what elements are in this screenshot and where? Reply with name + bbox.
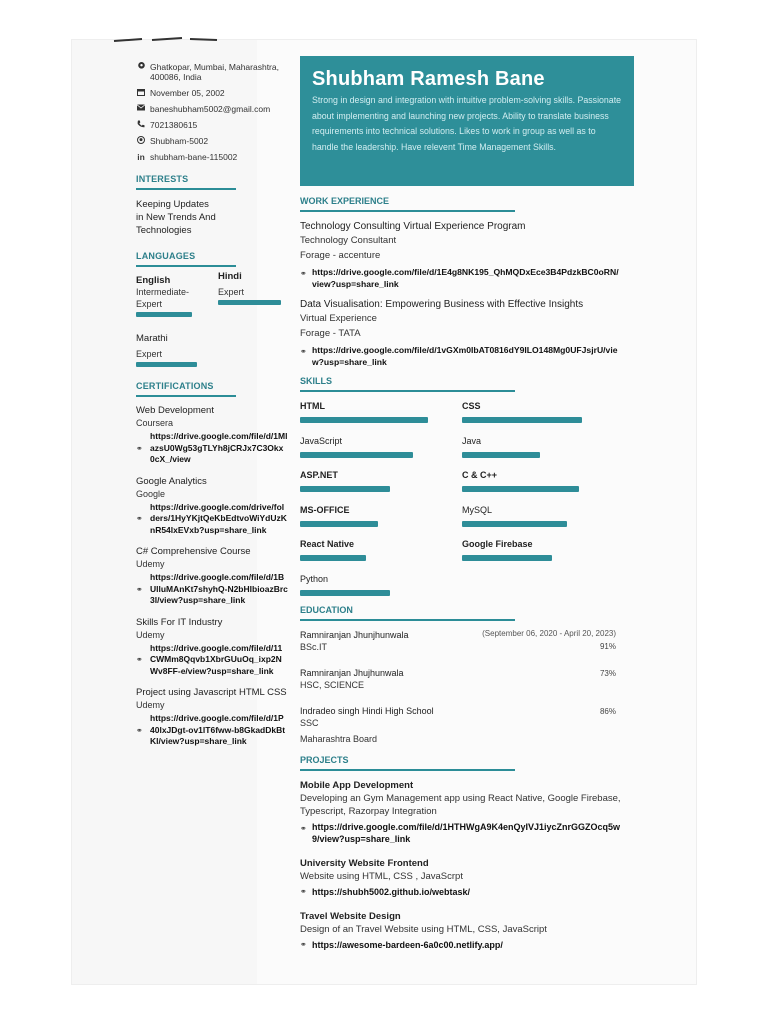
skill-item: [462, 435, 622, 470]
education-school: Indradeo singh Hindi High School: [300, 706, 434, 716]
link-icon: ⚭: [136, 725, 143, 735]
skills-grid: [300, 400, 630, 607]
contact-email[interactable]: [136, 104, 296, 114]
project-item: [300, 857, 630, 898]
education-item: [300, 705, 630, 745]
linkedin-text[interactable]: shubham-bane-115002: [150, 152, 238, 162]
project-desc: Design of an Travel Website using HTML, CSS, JavaScript: [300, 924, 547, 935]
interests-section: [136, 174, 296, 237]
link-icon: ⚭: [136, 655, 143, 665]
education-rule: [300, 619, 515, 621]
project-item: [300, 779, 630, 845]
education-score: 91%: [599, 642, 616, 651]
skill-item: [462, 469, 622, 504]
certification-item: [136, 546, 296, 607]
certification-item: [136, 617, 296, 678]
education-degree: SSC: [300, 718, 319, 728]
calendar-icon: [136, 88, 146, 96]
skills-section: [300, 376, 630, 607]
project-link-row: [300, 939, 630, 951]
contact-phone[interactable]: [136, 120, 296, 130]
skill-name: C & C++: [462, 470, 498, 480]
work-item: [300, 220, 630, 290]
certification-title: Skills For IT Industry: [136, 616, 223, 628]
link-icon: ⚭: [300, 269, 307, 278]
skill-name: Java: [462, 435, 482, 446]
contact-address: [136, 62, 296, 82]
github-text[interactable]: Shubham-5002: [150, 136, 209, 146]
project-title: Travel Website Design: [300, 911, 401, 922]
language-bar-track: [136, 362, 208, 367]
skill-item: [300, 435, 462, 470]
candidate-name: Shubham Ramesh Bane: [312, 68, 545, 90]
interests-rule: [136, 188, 236, 190]
certification-org: Udemy: [136, 629, 165, 640]
left-column: [136, 62, 296, 758]
job-link[interactable]: https://drive.google.com/file/d/1E4g8NK195_QhMQDxEce3B4PdzkBC0oRN/view?usp=share_link: [312, 267, 619, 289]
project-desc: Developing an Gym Management app using React Native, Google Firebase, Typescript, Razorpay Integration: [300, 793, 621, 817]
link-icon: ⚭: [136, 514, 143, 524]
education-date: (September 06, 2020 - April 20, 2023): [482, 629, 616, 638]
certification-title: C# Comprehensive Course: [136, 546, 251, 557]
certification-item: [136, 405, 296, 466]
link-icon: ⚭: [300, 887, 307, 896]
certification-title: Google Analytics: [136, 475, 207, 487]
project-title: Mobile App Development: [300, 780, 414, 791]
phone-icon: [136, 120, 146, 128]
job-link-row: [300, 344, 630, 368]
project-link[interactable]: https://shubh5002.github.io/webtask/: [312, 887, 471, 897]
certification-org: Udemy: [136, 700, 165, 710]
language-level: Expert: [218, 287, 245, 297]
skill-bar: [462, 486, 579, 492]
linkedin-icon: in: [137, 152, 145, 162]
skill-bar: [300, 417, 428, 423]
skill-bar: [462, 417, 582, 423]
paper-edge-mark: [112, 36, 222, 44]
skill-name: MySQL: [462, 504, 493, 515]
link-icon: ⚭: [136, 443, 143, 453]
education-school: Ramniranjan Jhunjhunwala: [300, 630, 409, 640]
certification-item: [136, 476, 296, 537]
languages-rule: [136, 265, 236, 267]
link-icon: ⚭: [300, 347, 307, 356]
language-item: [218, 271, 298, 317]
certification-link-row: [136, 643, 296, 678]
interests-text: Keeping Updates in New Trends And Technologies: [136, 199, 216, 236]
education-score: 86%: [599, 707, 616, 716]
language-item: [136, 275, 218, 317]
email-text[interactable]: baneshubham5002@gmail.com: [150, 104, 271, 114]
certification-link-row: [136, 713, 296, 748]
job-role: Virtual Experience: [300, 313, 377, 324]
certification-title: Web Development: [136, 405, 214, 416]
skills-rule: [300, 390, 515, 392]
languages-heading: LANGUAGES: [136, 251, 196, 261]
language-level: Expert: [136, 349, 163, 359]
language-bar: [218, 300, 281, 305]
languages-section: [136, 251, 296, 367]
skills-heading: SKILLS: [300, 376, 333, 386]
job-title: Technology Consulting Virtual Experience Program: [300, 221, 526, 232]
certification-link[interactable]: https://drive.google.com/file/d/1BUlluMAnKt7shyhQ-N2bHIbioazBrc3l/view?usp=share_link: [150, 572, 288, 605]
address-text: Ghatkopar, Mumbai, Maharashtra, 400086, India: [150, 62, 279, 82]
skill-item: [300, 504, 462, 539]
skill-item: [300, 469, 462, 504]
project-item: [300, 910, 630, 951]
work-item: [300, 298, 630, 368]
skill-bar: [462, 521, 567, 527]
skill-bar: [300, 521, 378, 527]
education-item: [300, 667, 630, 691]
certification-item: [136, 687, 296, 748]
projects-rule: [300, 769, 515, 771]
skill-name: ASP.NET: [300, 470, 338, 480]
link-icon: ⚭: [136, 584, 143, 594]
projects-heading: PROJECTS: [300, 755, 349, 765]
skill-name: Google Firebase: [462, 539, 533, 549]
skill-name: HTML: [300, 401, 325, 411]
contact-linkedin[interactable]: [136, 152, 296, 162]
skill-name: MS-OFFICE: [300, 504, 350, 515]
language-bar-track: [218, 300, 288, 305]
skill-item: [300, 538, 462, 573]
language-name: Marathi: [136, 333, 168, 344]
work-heading: WORK EXPERIENCE: [300, 196, 390, 206]
skill-bar: [462, 555, 552, 561]
header-banner: [300, 56, 634, 186]
certification-link[interactable]: https://drive.google.com/file/d/11CWMm8Qqvb1XbrGUuOq_ixp2NWv8FF-e/view?usp=share_link: [150, 642, 283, 676]
certification-org: Udemy: [136, 559, 165, 569]
contact-list: [136, 62, 296, 162]
language-item: [136, 333, 218, 367]
link-icon: ⚭: [300, 824, 307, 833]
certification-link[interactable]: https://drive.google.com/file/d/1P40lxJDgt-ov1lT6fww-b8GkadDkBtKl/view?usp=share_link: [150, 713, 286, 746]
skill-bar: [300, 555, 366, 561]
dob-text: November 05, 2002: [150, 88, 225, 98]
education-degree: BSc.IT: [300, 642, 328, 652]
education-school: Ramniranjan Jhujhunwala: [300, 668, 404, 678]
skill-name: JavaScript: [300, 435, 343, 446]
skill-bar: [300, 590, 390, 596]
project-link-row: [300, 821, 630, 845]
job-org: Forage - TATA: [300, 328, 361, 339]
work-rule: [300, 210, 515, 212]
job-link-row: [300, 266, 630, 290]
skill-item: [300, 573, 462, 608]
language-bar: [136, 312, 192, 317]
languages-grid: [136, 271, 296, 367]
skill-item: [462, 400, 622, 435]
project-link[interactable]: https://awesome-bardeen-6a0c00.netlify.app/: [312, 940, 503, 950]
certification-link-row: [136, 572, 296, 607]
skill-bar: [300, 486, 390, 492]
location-pin-icon: [136, 62, 146, 71]
skill-item: [462, 538, 622, 573]
education-board: Maharashtra Board: [300, 734, 378, 744]
job-title: Data Visualisation: Empowering Business with Effective Insights: [300, 299, 584, 310]
profile-summary: Strong in design and integration with intuitive problem-solving skills. Passionate about implementing and launching new projects. Ability to translate business requirements into technical solutions. Likes to work in group as well as to handle the leadership. Have relevent Time Management Skills.: [312, 95, 622, 152]
certification-link-row: [136, 502, 296, 537]
contact-dob: [136, 88, 296, 98]
certifications-rule: [136, 395, 236, 397]
education-section: [300, 605, 630, 745]
certification-title: Project using Javascript HTML CSS: [136, 687, 287, 698]
certification-org: Coursera: [136, 418, 174, 428]
github-icon: [136, 136, 146, 144]
project-title: University Website Frontend: [300, 858, 429, 869]
project-link[interactable]: https://drive.google.com/file/d/1HTHWgA9K4enQyIVJ1iycZnrGGZOcq5w9/view?usp=share_link: [312, 822, 621, 844]
skill-bar: [300, 452, 413, 458]
contact-github[interactable]: [136, 136, 296, 146]
language-bar-track: [136, 312, 216, 317]
certification-link[interactable]: https://drive.google.com/file/d/1MlazsU0Wg53gTLYh8jCRJx7C3Okx0cX_/view: [150, 431, 288, 464]
certifications-heading: CERTIFICATIONS: [136, 381, 214, 391]
education-degree: HSC, SCIENCE: [300, 680, 365, 690]
language-name: Hindi: [218, 271, 242, 282]
project-desc: Website using HTML, CSS , JavaScrpt: [300, 871, 463, 882]
skill-name: CSS: [462, 401, 481, 411]
certification-link[interactable]: https://drive.google.com/drive/folders/1HyYKjtQeKbEdtvoWiYdUzKnR54lxEVxb?usp=share_link: [150, 501, 287, 535]
right-column: [300, 196, 630, 963]
phone-text[interactable]: 7021380615: [150, 120, 198, 130]
link-icon: ⚭: [300, 940, 307, 949]
certification-link-row: [136, 431, 296, 466]
certifications-section: [136, 381, 296, 748]
certification-org: Google: [136, 488, 166, 499]
job-org: Forage - accenture: [300, 250, 381, 261]
language-level: Intermediate-Expert: [136, 287, 190, 309]
project-link-row: [300, 886, 630, 898]
job-link[interactable]: https://drive.google.com/file/d/1vGXm0IbAT0816dY9ILO148Mg0UFJsjrU/view?usp=share_link: [312, 345, 618, 367]
skill-name: React Native: [300, 539, 355, 549]
envelope-icon: [136, 104, 146, 111]
skill-item: [462, 504, 622, 539]
job-role: Technology Consultant: [300, 235, 397, 246]
education-item: [300, 629, 630, 653]
projects-section: [300, 755, 630, 951]
language-bar: [136, 362, 197, 367]
language-name: English: [136, 275, 171, 286]
education-score: 73%: [599, 669, 616, 678]
skill-item: [300, 400, 462, 435]
work-section: [300, 196, 630, 368]
education-heading: EDUCATION: [300, 605, 353, 615]
interests-heading: INTERESTS: [136, 174, 189, 184]
skill-name: Python: [300, 573, 329, 584]
skill-bar: [462, 452, 540, 458]
